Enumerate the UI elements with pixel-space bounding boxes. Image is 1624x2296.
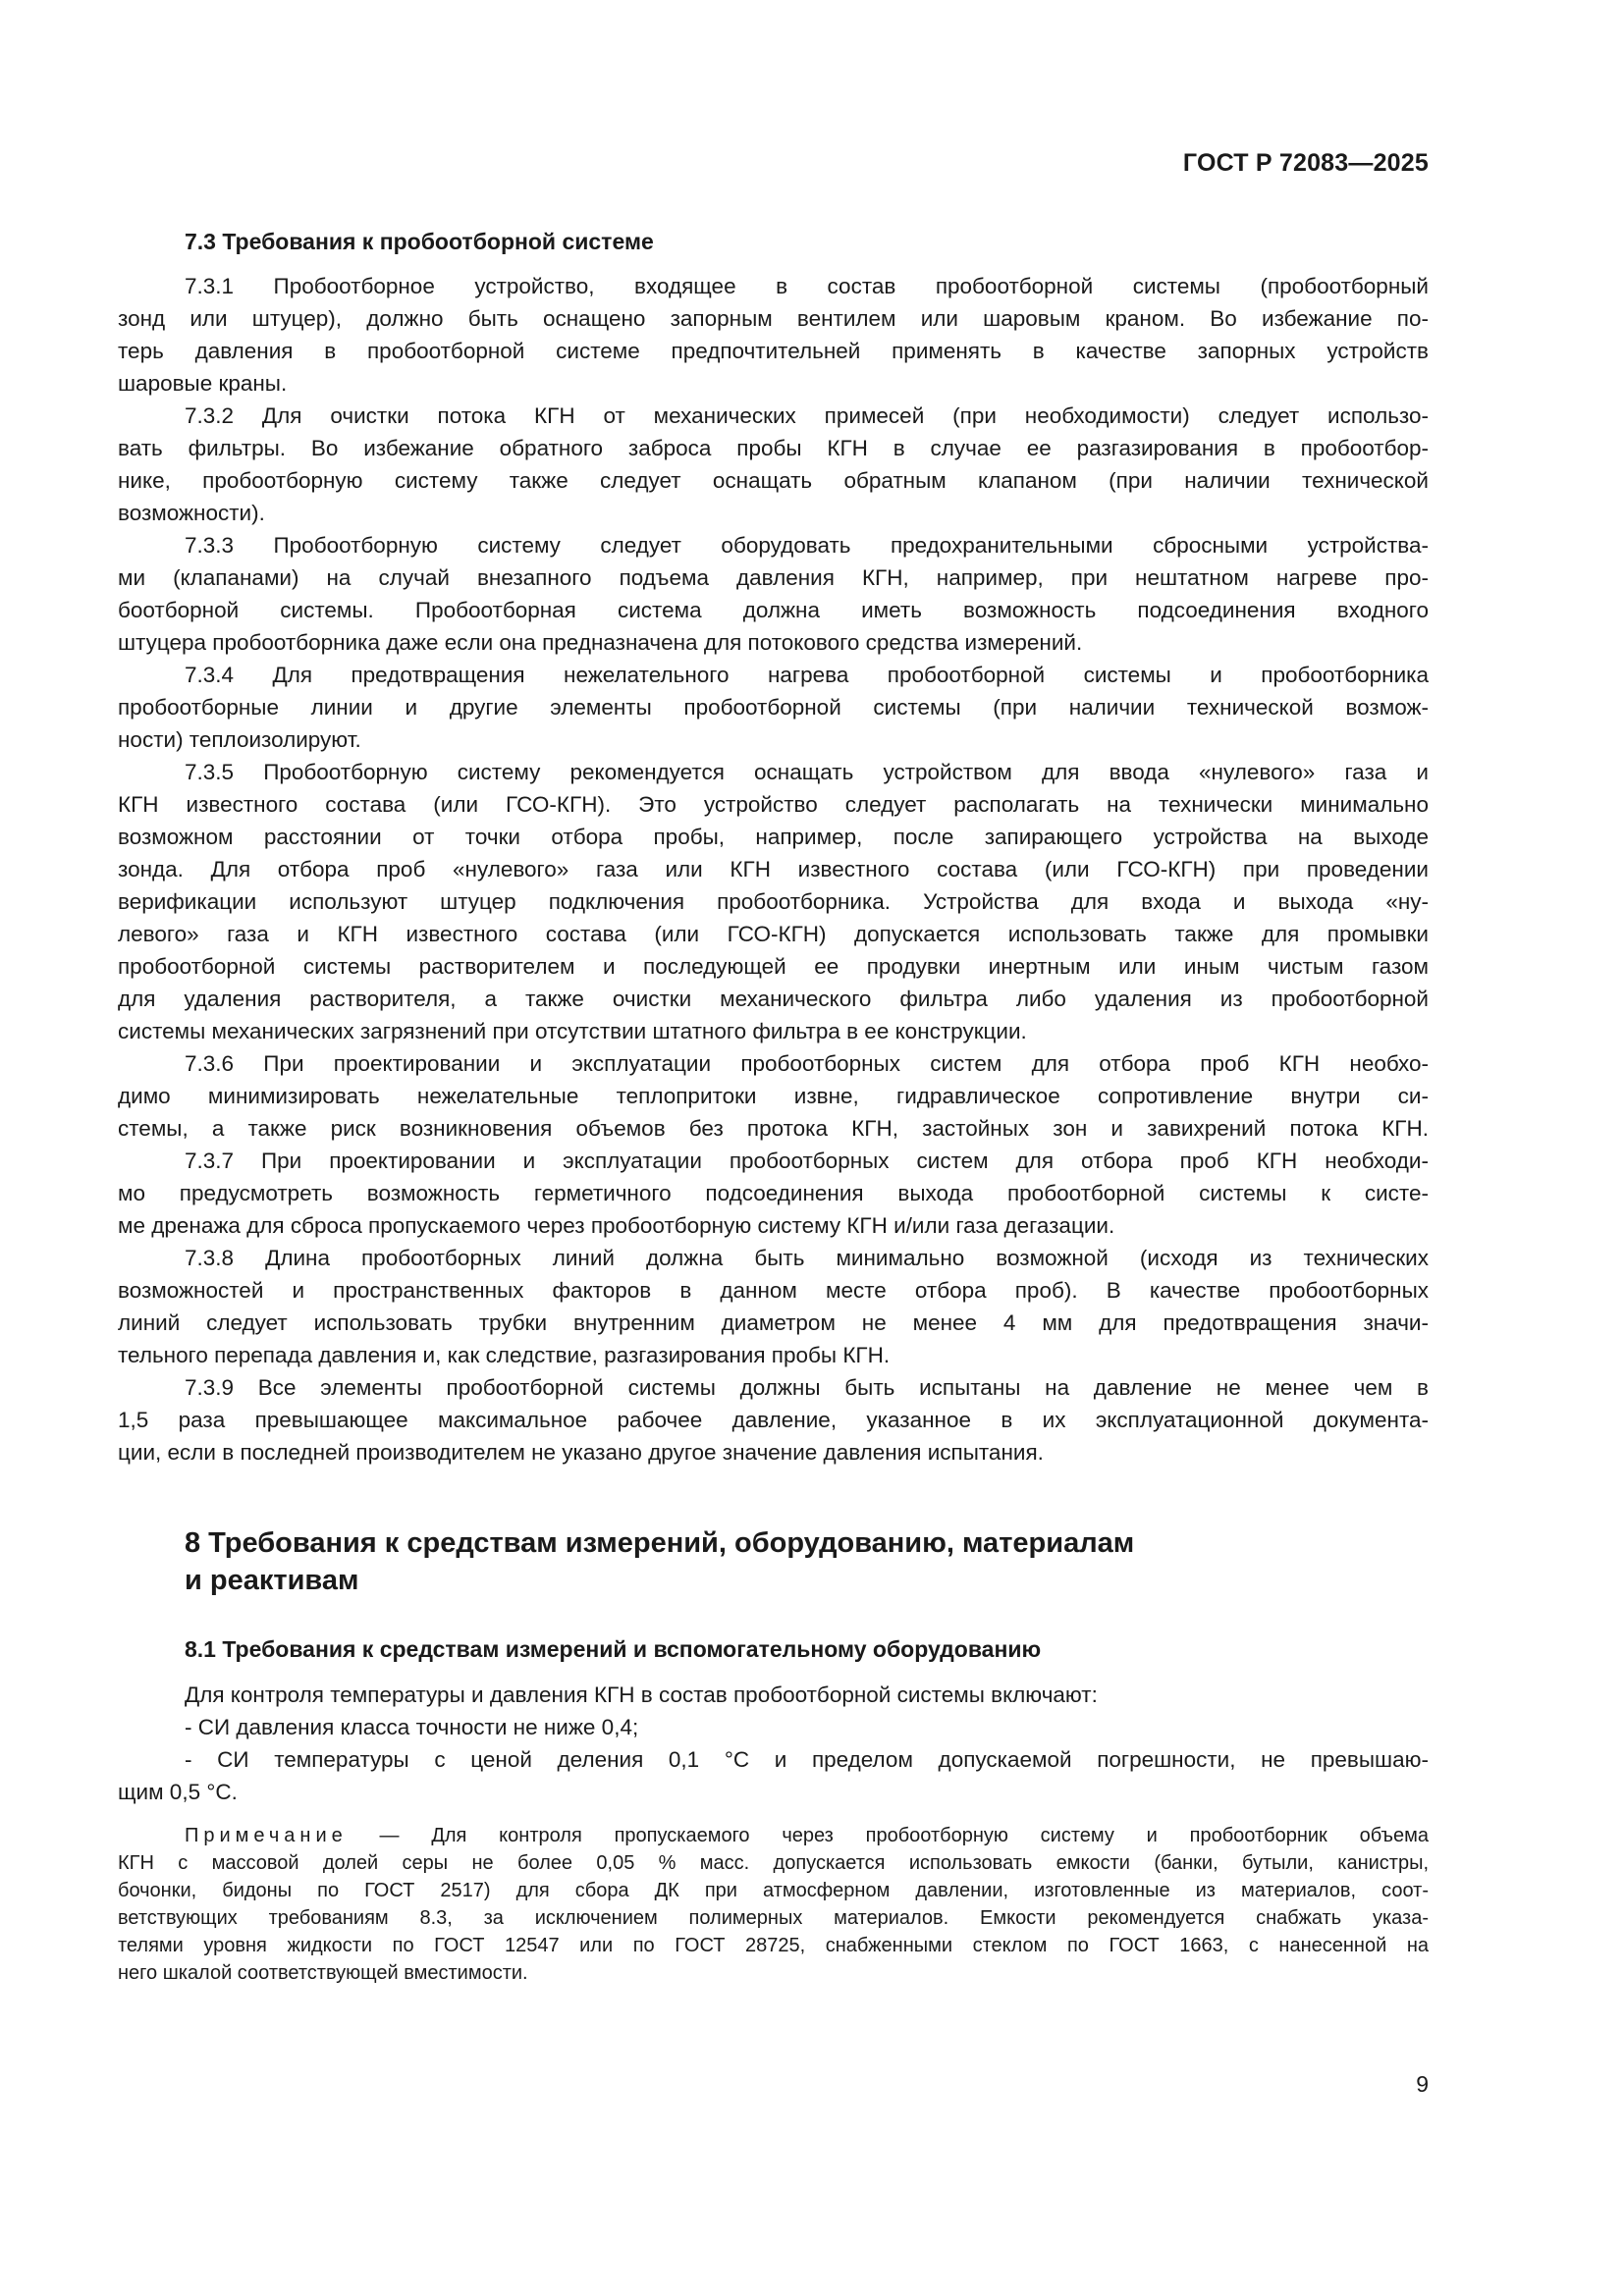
paragraph-7-3-7 <box>118 1145 1429 1242</box>
section-7-3-title: 7.3 Требования к пробоотборной системе <box>185 229 654 254</box>
text-line: вать фильтры. Во избежание обратного заброса пробы КГН в случае ее разгазирования в пробоотбор- <box>118 436 1429 460</box>
text-line: терь давления в пробоотборной системе предпочтительней применять в качестве запорных устройств <box>118 339 1429 363</box>
text-line: левого» газа и КГН известного состава (или ГСО-КГН) допускается использовать также для промывки <box>118 922 1429 946</box>
text-line: щим 0,5 °С. <box>118 1780 238 1804</box>
text-line: линий следует использовать трубки внутренним диаметром не менее 4 мм для предотвращения значи- <box>118 1310 1429 1335</box>
text-line: ции, если в последней производителем не указано другое значение давления испытания. <box>118 1440 1044 1465</box>
note-line: бочонки, бидоны по ГОСТ 2517) для сбора ДК при атмосферном давлении, изготовленные из материалов, соот- <box>118 1880 1429 1901</box>
text-line: 7.3.4 Для предотвращения нежелательного нагрева пробоотборной системы и пробоотборника <box>185 663 1429 687</box>
text-line: боотборной системы. Пробоотборная система должна иметь возможность подсоединения входного <box>118 598 1429 622</box>
paragraph-7-3-5 <box>118 756 1429 1047</box>
text-line: для удаления растворителя, а также очистки механического фильтра либо удаления из пробоотборной <box>118 987 1429 1011</box>
text-line: возможности). <box>118 501 265 525</box>
text-line: КГН известного состава (или ГСО-КГН). Это устройство следует располагать на технически минимально <box>118 792 1429 817</box>
text-line: пробоотборной системы растворителем и последующей ее продувки инертным или иным чистым газом <box>118 954 1429 979</box>
paragraph-7-3-6 <box>118 1047 1429 1145</box>
text-line: нике, пробоотборную систему также следует оснащать обратным клапаном (при наличии технической <box>118 468 1429 493</box>
note-line: него шкалой соответствующей вместимости. <box>118 1962 528 1984</box>
section-8-title-line-1: 8 Требования к средствам измерений, оборудованию, материалам <box>185 1527 1135 1559</box>
section-8 <box>118 1524 1429 1599</box>
section-7-3 <box>118 226 1429 1468</box>
paragraph-7-3-4 <box>118 659 1429 756</box>
text-line: 7.3.5 Пробоотборную систему рекомендуется оснащать устройством для ввода «нулевого» газа и <box>185 760 1429 784</box>
text-line: 7.3.7 При проектировании и эксплуатации пробоотборных систем для отбора проб КГН необходи- <box>185 1148 1429 1173</box>
text-line: верификации используют штуцер подключения пробоотборника. Устройства для входа и выхода «ну- <box>118 889 1429 914</box>
paragraph-7-3-3 <box>118 529 1429 659</box>
note-text: — Для контроля пропускаемого через пробоотборную систему и пробоотборник объема <box>347 1825 1429 1846</box>
text-line: системы механических загрязнений при отсутствии штатного фильтра в ее конструкции. <box>118 1019 1027 1043</box>
text-line: Для контроля температуры и давления КГН в состав пробоотборной системы включают: <box>185 1682 1098 1707</box>
note-line: ветствующих требованиям 8.3, за исключением полимерных материалов. Емкости рекомендуется снабжать указа- <box>118 1907 1429 1929</box>
list-item: - СИ температуры с ценой деления 0,1 °С и пределом допускаемой погрешности, не превышаю- <box>185 1747 1429 1772</box>
page-number: 9 <box>1416 2071 1429 2097</box>
section-8-1-title: 8.1 Требования к средствам измерений и вспомогательному оборудованию <box>185 1636 1042 1662</box>
text-line: стемы, а также риск возникновения объемов без протока КГН, застойных зон и завихрений потока КГН. <box>118 1116 1429 1141</box>
paragraph-7-3-1 <box>118 270 1429 400</box>
text-line: тельного перепада давления и, как следствие, разгазирования пробы КГН. <box>118 1343 891 1367</box>
text-line: 7.3.2 Для очистки потока КГН от механических примесей (при необходимости) следует использо- <box>185 403 1429 428</box>
list-item: - СИ давления класса точности не ниже 0,4; <box>185 1715 639 1739</box>
paragraph-7-3-9 <box>118 1371 1429 1468</box>
text-line: мо предусмотреть возможность герметичного подсоединения выхода пробоотборной системы к систе- <box>118 1181 1429 1205</box>
text-line: зонд или штуцер), должно быть оснащено запорным вентилем или шаровым краном. Во избежание по- <box>118 306 1429 331</box>
text-line: штуцера пробоотборника даже если она предназначена для потокового средства измерений. <box>118 630 1083 655</box>
text-line: димо минимизировать нежелательные теплопритоки извне, гидравлическое сопротивление внутри си- <box>118 1084 1429 1108</box>
text-line: 7.3.6 При проектировании и эксплуатации пробоотборных систем для отбора проб КГН необхо- <box>185 1051 1429 1076</box>
text-line: возможностей и пространственных факторов в данном месте отбора проб). В качестве пробоотборных <box>118 1278 1429 1303</box>
section-8-1 <box>118 1633 1429 1987</box>
text-line: ме дренажа для сброса пропускаемого через пробоотборную систему КГН и/или газа дегазации. <box>118 1213 1115 1238</box>
document-id-header: ГОСТ Р 72083—2025 <box>1182 149 1429 177</box>
text-line: возможном расстоянии от точки отбора пробы, например, после запирающего устройства на выходе <box>118 825 1429 849</box>
text-line: 7.3.3 Пробоотборную систему следует оборудовать предохранительными сбросными устройства- <box>185 533 1429 558</box>
note-label: Примечание <box>185 1825 348 1846</box>
paragraph-7-3-2 <box>118 400 1429 529</box>
text-line: ности) теплоизолируют. <box>118 727 361 752</box>
text-line: 1,5 раза превышающее максимальное рабочее давление, указанное в их эксплуатационной документа- <box>118 1408 1429 1432</box>
text-line: ми (клапанами) на случай внезапного подъема давления КГН, например, при нештатном нагреве про- <box>118 565 1429 590</box>
text-line: зонда. Для отбора проб «нулевого» газа или КГН известного состава (или ГСО-КГН) при проведении <box>118 857 1429 881</box>
note-line: КГН с массовой долей серы не более 0,05 % масс. допускается использовать емкости (банки, бутыли, канистры, <box>118 1852 1429 1874</box>
note-line: телями уровня жидкости по ГОСТ 12547 или по ГОСТ 28725, снабженными стеклом по ГОСТ 1663, с нанесенной на <box>118 1935 1429 1956</box>
text-line: 7.3.8 Длина пробоотборных линий должна быть минимально возможной (исходя из технических <box>185 1246 1429 1270</box>
text-line: пробоотборные линии и другие элементы пробоотборной системы (при наличии технической возмож- <box>118 695 1429 720</box>
text-line: 7.3.1 Пробоотборное устройство, входящее в состав пробоотборной системы (пробоотборный <box>185 274 1429 298</box>
paragraph-7-3-8 <box>118 1242 1429 1371</box>
section-8-title-line-2: и реактивам <box>185 1565 359 1596</box>
note-first-line <box>118 1822 1429 1849</box>
text-line: шаровые краны. <box>118 371 288 396</box>
text-line: 7.3.9 Все элементы пробоотборной системы должны быть испытаны на давление не менее чем в <box>185 1375 1429 1400</box>
note-block <box>118 1822 1429 1987</box>
